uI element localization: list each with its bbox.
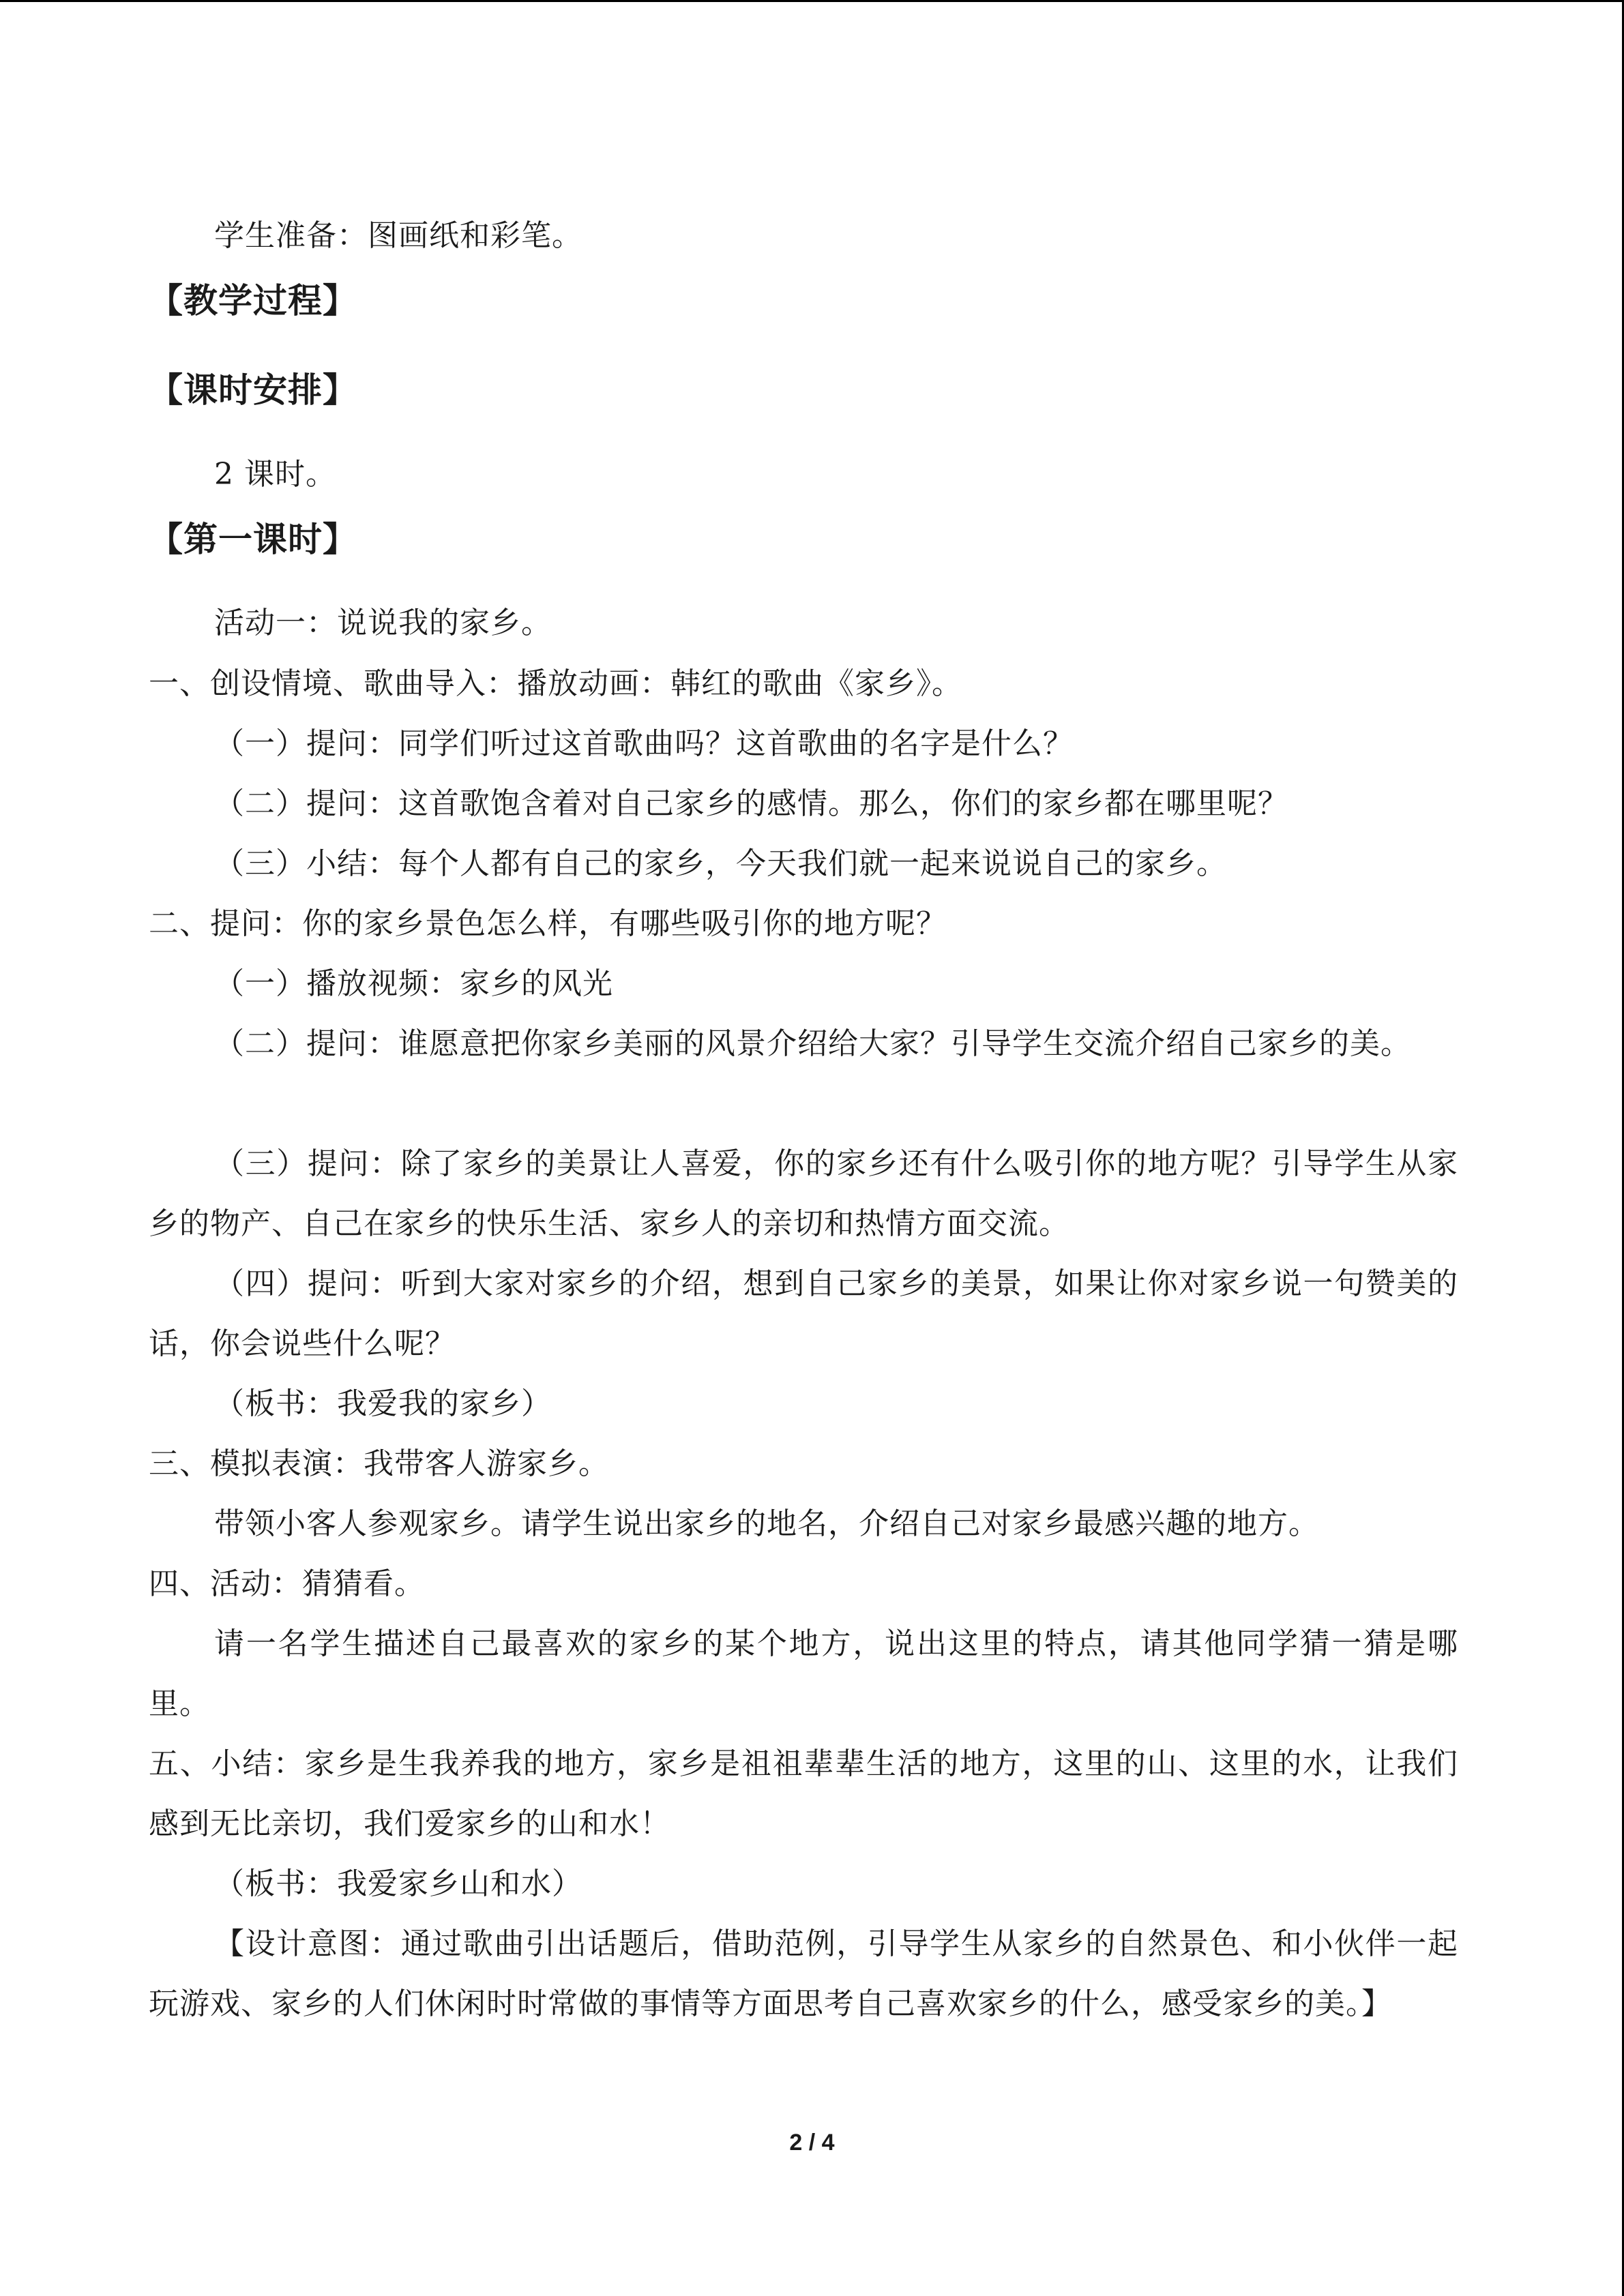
page-top-border xyxy=(0,0,1624,2)
heading-schedule: 【课时安排】 xyxy=(149,370,357,410)
section-four-text: 请一名学生描述自己最喜欢的家乡的某个地方，说出这里的特点，请其他同学猜一猜是哪里。 xyxy=(149,1626,1458,1721)
heading-teaching-process: 【教学过程】 xyxy=(149,281,357,320)
student-prep-line: 学生准备：图画纸和彩笔。 xyxy=(214,218,582,253)
section-three-title: 三、模拟表演：我带客人游家乡。 xyxy=(149,1446,609,1481)
section-one-item-c: （三）小结：每个人都有自己的家乡，今天我们就一起来说说自己的家乡。 xyxy=(214,846,1227,881)
hours-line: 2 课时。 xyxy=(214,457,336,492)
section-four-title: 四、活动：猜猜看。 xyxy=(149,1566,425,1601)
activity-one-line: 活动一：说说我的家乡。 xyxy=(214,606,552,640)
board-note-one: （板书：我爱我的家乡） xyxy=(214,1386,552,1421)
section-five-summary: 五、小结：家乡是生我养我的地方，家乡是祖祖辈辈生活的地方，这里的山、这里的水，让我们感到无比亲切，我们爱家乡的山和水！ xyxy=(149,1746,1458,1841)
section-three-text: 带领小客人参观家乡。请学生说出家乡的地名，介绍自己对家乡最感兴趣的地方。 xyxy=(214,1506,1319,1541)
section-two-item-a: （一）播放视频：家乡的风光 xyxy=(214,966,613,1001)
section-two-title: 二、提问：你的家乡景色怎么样，有哪些吸引你的地方呢？ xyxy=(149,906,947,941)
board-note-two: （板书：我爱家乡山和水） xyxy=(214,1866,582,1901)
section-one-item-a: （一）提问：同学们听过这首歌曲吗？这首歌曲的名字是什么？ xyxy=(214,726,1074,761)
heading-first-lesson: 【第一课时】 xyxy=(149,520,357,559)
section-one-item-b: （二）提问：这首歌饱含着对自己家乡的感情。那么，你们的家乡都在哪里呢？ xyxy=(214,786,1288,821)
section-one-title: 一、创设情境、歌曲导入：播放动画：韩红的歌曲《家乡》。 xyxy=(149,666,962,701)
design-intent-paragraph: 【设计意图：通过歌曲引出话题后，借助范例，引导学生从家乡的自然景色、和小伙伴一起玩游戏、家乡的人们休闲时时常做的事情等方面思考自己喜欢家乡的什么，感受家乡的美。】 xyxy=(149,1926,1458,2021)
page-number: 2 / 4 xyxy=(789,2130,835,2156)
section-two-item-d: （四）提问：听到大家对家乡的介绍，想到自己家乡的美景，如果让你对家乡说一句赞美的话，你会说些什么呢？ xyxy=(149,1266,1458,1361)
section-two-item-c: （三）提问：除了家乡的美景让人喜爱，你的家乡还有什么吸引你的地方呢？引导学生从家乡的物产、自己在家乡的快乐生活、家乡人的亲切和热情方面交流。 xyxy=(149,1146,1458,1241)
section-two-item-b: （二）提问：谁愿意把你家乡美丽的风景介绍给大家？引导学生交流介绍自己家乡的美。 xyxy=(214,1026,1411,1061)
